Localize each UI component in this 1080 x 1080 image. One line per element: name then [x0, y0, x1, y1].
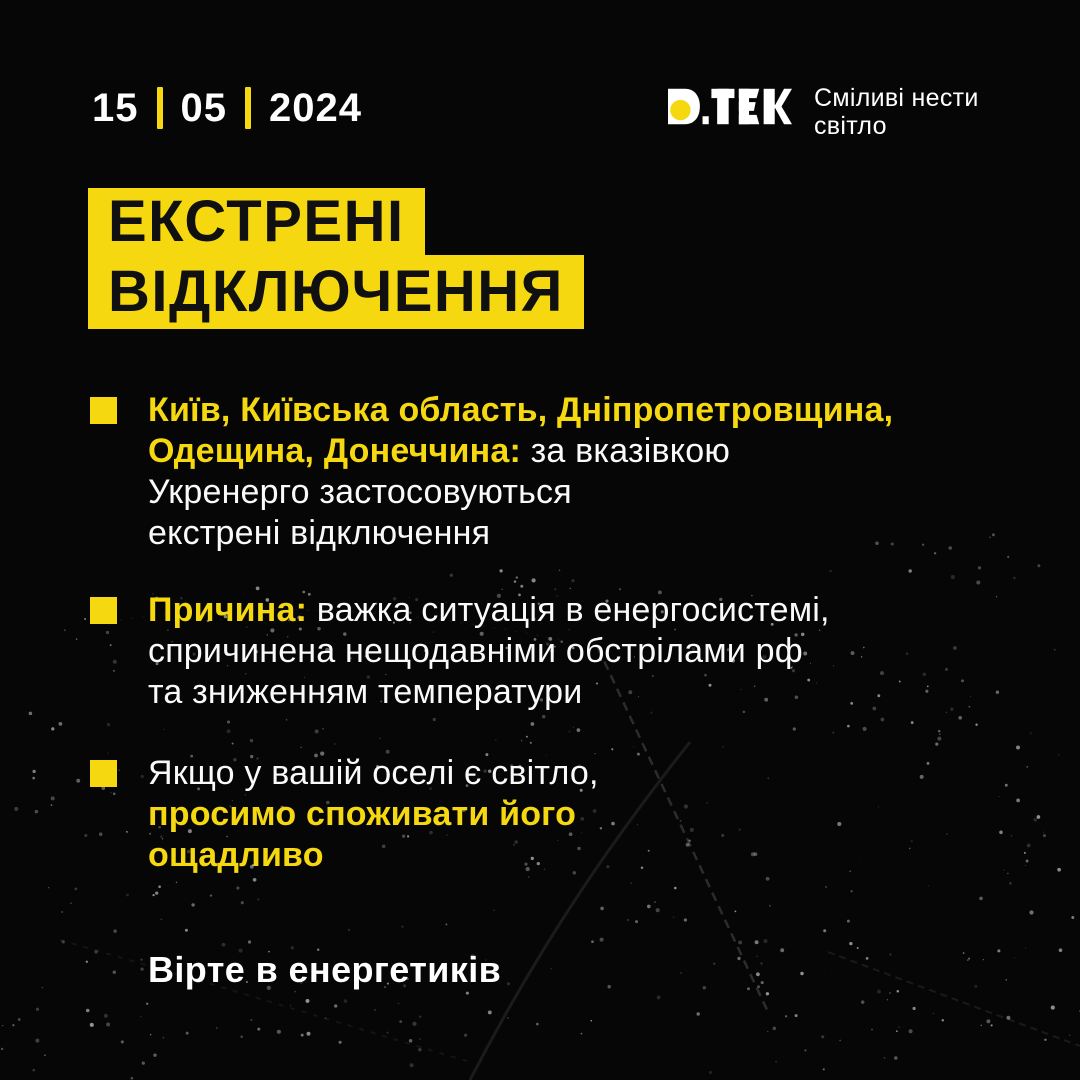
reason-line3: та зниженням температури — [148, 673, 583, 711]
regions-line2-highlight: Одещина, Донеччина: — [148, 432, 521, 470]
regions-line3: Укренерго застосовуються — [148, 473, 572, 511]
footer-slogan: Вірте в енергетиків — [148, 949, 502, 990]
appeal-line2: просимо споживати його — [148, 795, 577, 833]
reason-line1-highlight: Причина: — [148, 591, 308, 629]
date — [92, 86, 362, 130]
bullet-regions — [90, 390, 893, 554]
regions-line4: екстрені відключення — [148, 514, 491, 552]
page-title — [88, 188, 584, 329]
bullet-regions-text — [148, 390, 893, 554]
bullet-square-icon — [90, 397, 117, 424]
bullet-appeal-text — [148, 753, 599, 876]
dtek-logo — [668, 87, 792, 126]
date-month: 05 — [180, 86, 227, 130]
reason-line1-rest: важка ситуація в енергосистемі, — [307, 591, 830, 629]
appeal-line3: ощадливо — [148, 836, 324, 874]
date-year: 2024 — [269, 86, 362, 130]
brand-tagline-line1: Сміливі нести — [814, 84, 979, 112]
bullet-reason-text — [148, 590, 830, 713]
bullet-appeal — [90, 753, 599, 876]
date-separator-icon — [157, 87, 163, 129]
title-line-2: ВІДКЛЮЧЕННЯ — [88, 255, 584, 329]
reason-line2: спричинена нещодавніми обстрілами рф — [148, 632, 803, 670]
bullet-square-icon — [90, 760, 117, 787]
reason-line1 — [148, 590, 830, 631]
regions-line2-rest: за вказівкою — [520, 432, 731, 470]
bullet-square-icon — [90, 597, 117, 624]
bullet-reason — [90, 590, 830, 713]
brand-tagline-line2: світло — [814, 112, 887, 140]
regions-line1: Київ, Київська область, Дніпропетровщина, — [148, 391, 894, 429]
title-line-1: ЕКСТРЕНІ — [88, 188, 425, 255]
brand-block — [668, 84, 979, 140]
regions-line2 — [148, 431, 893, 472]
appeal-line1: Якщо у вашій оселі є світло, — [148, 754, 599, 792]
date-day: 15 — [92, 86, 139, 130]
date-separator-icon — [245, 87, 251, 129]
brand-tagline — [814, 84, 979, 140]
